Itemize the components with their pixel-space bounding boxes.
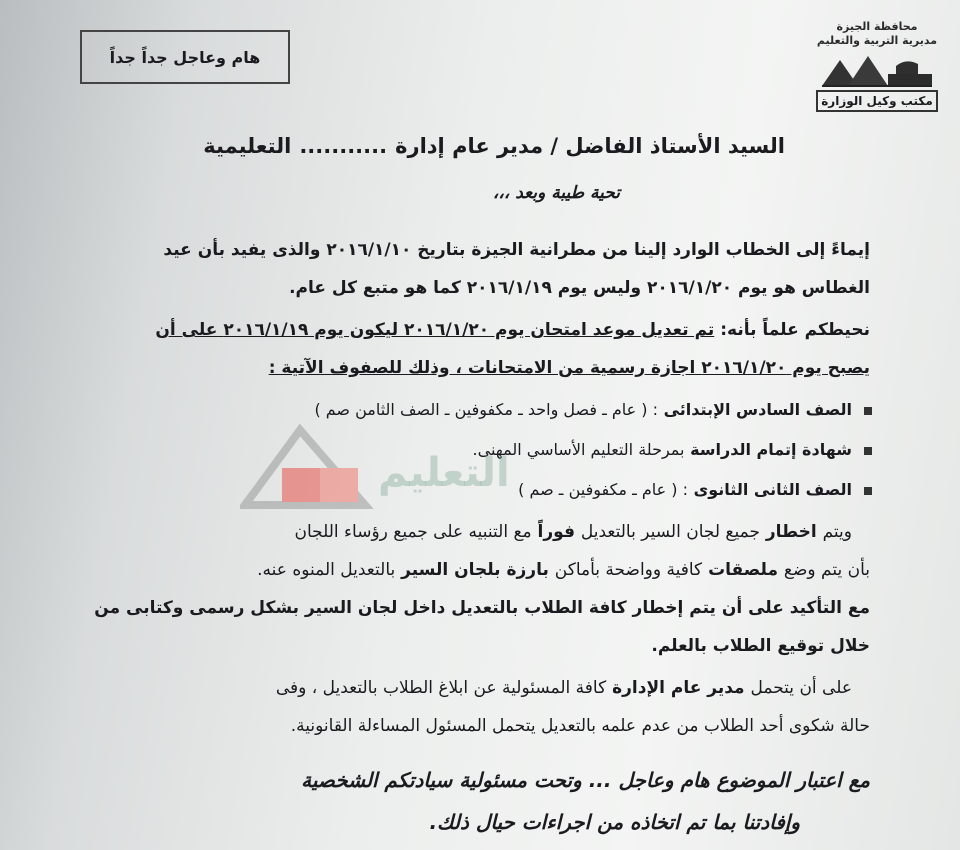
- addressee-title: السيد الأستاذ الفاضل / مدير عام إدارة: [395, 134, 785, 158]
- addressee-line: [203, 134, 785, 158]
- notice-lead: نحيطكم علماً بأنه:: [720, 320, 870, 340]
- paragraph-3-line-2: [257, 560, 870, 580]
- bullet-icon: [864, 487, 872, 495]
- bullet-title: شهادة إتمام الدراسة: [690, 440, 852, 459]
- directorate-name: مديرية التربية والتعليم: [816, 34, 938, 47]
- addressee-dots: ...........: [299, 134, 388, 158]
- bullet-item: [473, 440, 872, 459]
- p3-text: كافية وواضحة بأماكن: [554, 560, 703, 580]
- urgent-stamp: [80, 30, 290, 84]
- p3-emphasis: بارزة بلجان السير: [401, 560, 549, 580]
- bullet-title: الصف الثانى الثانوى: [693, 480, 852, 499]
- paragraph-5-line-1: [276, 678, 852, 698]
- watermark-text: التعليم: [378, 450, 510, 496]
- p3-text: بالتعديل المنوه عنه.: [257, 560, 396, 580]
- bullet-detail: : ( عام ـ فصل واحد ـ مكفوفين ـ الصف الثامن صم ): [314, 400, 659, 419]
- p5-text: على أن يتحمل: [750, 678, 852, 698]
- addressee-tail: التعليمية: [203, 134, 292, 158]
- paragraph-1-line-2: الغطاس هو يوم ٢٠١٦/١/٢٠ وليس يوم ٢٠١٦/١/١٩ كما هو متبع كل عام.: [289, 278, 870, 298]
- paragraph-2-line-2: يصبح يوم ٢٠١٦/١/٢٠ اجازة رسمية من الامتحانات ، وذلك للصفوف الآتية :: [268, 358, 870, 378]
- greeting: تحية طيبة وبعد ،،،: [492, 183, 620, 203]
- paragraph-5-line-2: حالة شكوى أحد الطلاب من عدم علمه بالتعديل يتحمل المسئول المساءلة القانونية.: [290, 716, 870, 736]
- p3-emphasis: فوراً: [537, 522, 575, 542]
- paragraph-4-line-1: مع التأكيد على أن يتم إخطار كافة الطلاب بالتعديل داخل لجان السير بشكل رسمى وكتابى من: [94, 598, 870, 618]
- p3-text: بأن يتم وضع: [783, 560, 870, 580]
- p5-emphasis: مدير عام الإدارة: [612, 678, 745, 698]
- bullet-icon: [864, 447, 872, 455]
- bullet-detail: : ( عام ـ مكفوفين ـ صم ): [518, 480, 688, 499]
- paragraph-2-line-1: [155, 320, 870, 340]
- urgent-text: هام وعاجل جداً جداً: [109, 47, 261, 67]
- p5-text: كافة المسئولية عن ابلاغ الطلاب بالتعديل ، وفى: [275, 678, 607, 698]
- office-label: مكتب وكيل الوزارة: [816, 90, 938, 112]
- p3-text: مع التنبيه على جميع رؤساء اللجان: [294, 522, 532, 542]
- bullet-icon: [864, 407, 872, 415]
- closing-line-2: وإفادتنا بما تم اتخاذه من اجراءات حيال ذلك.: [429, 810, 800, 834]
- paragraph-1-line-1: إيماءً إلى الخطاب الوارد إلينا من مطرانية الجيزة بتاريخ ٢٠١٦/١/١٠ والذى يفيد بأن عيد: [163, 240, 870, 260]
- p3-emphasis: اخطار: [765, 522, 817, 542]
- bullet-title: الصف السادس الإبتدائى: [663, 400, 852, 419]
- p3-emphasis: ملصقات: [708, 560, 778, 580]
- p3-text: جميع لجان السير بالتعديل: [580, 522, 760, 542]
- p3-text: ويتم: [822, 522, 852, 542]
- notice-change: تم تعديل موعد امتحان يوم ٢٠١٦/١/٢٠ ليكون يوم ٢٠١٦/١/١٩ على أن: [155, 320, 715, 340]
- governorate-name: محافظة الجيزة: [836, 20, 918, 33]
- bullet-item: [518, 480, 872, 499]
- ministry-logo: [812, 4, 942, 112]
- closing-line-1: مع اعتبار الموضوع هام وعاجل ... وتحت مسئولية سيادتكم الشخصية: [301, 768, 870, 792]
- bullet-detail: بمرحلة التعليم الأساسي المهنى.: [472, 440, 685, 459]
- paragraph-3-line-1: [294, 522, 852, 542]
- paragraph-4-line-2: خلال توقيع الطلاب بالعلم.: [651, 636, 870, 656]
- pyramids-emblem-icon: [818, 48, 936, 88]
